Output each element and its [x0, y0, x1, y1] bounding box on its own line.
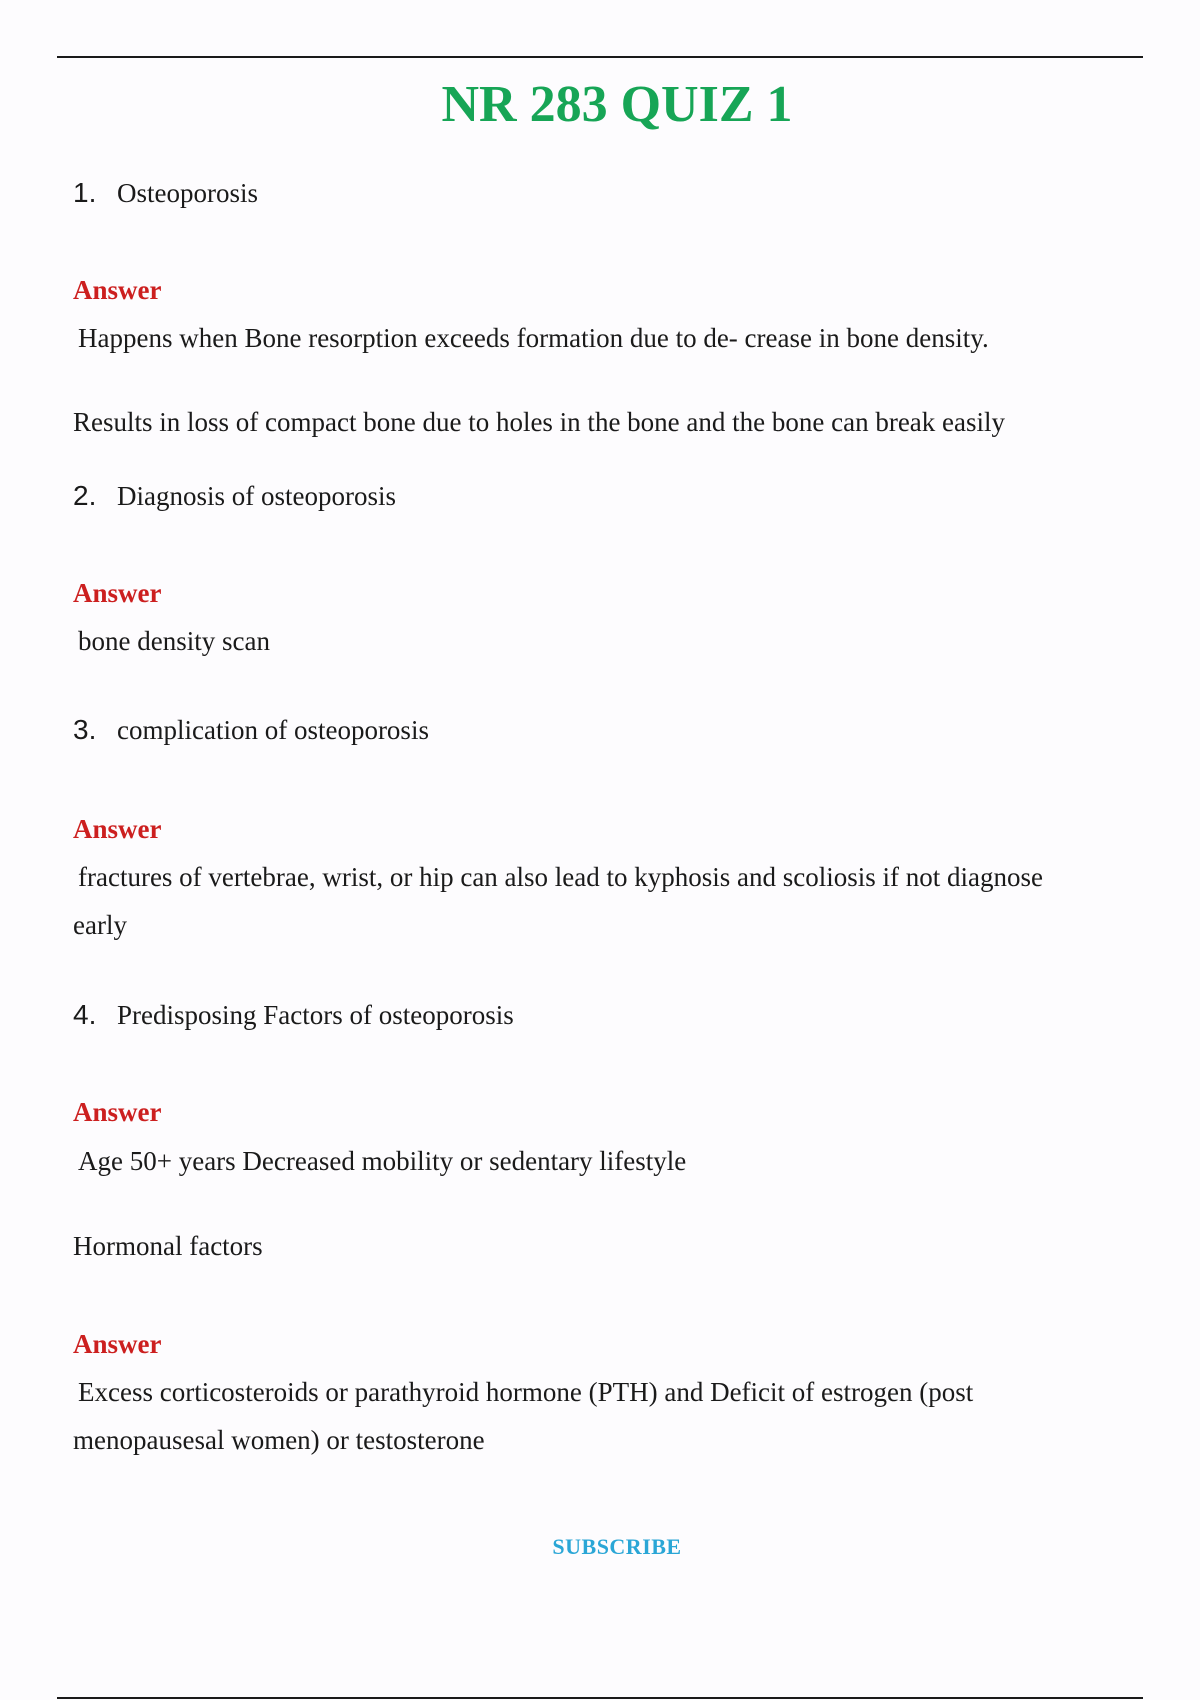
question-text: Osteoporosis — [117, 178, 258, 208]
answer-text: menopausesal women) or testosterone — [73, 1425, 485, 1455]
question-3 — [73, 712, 1153, 748]
answer-text: Hormonal factors — [73, 1231, 263, 1261]
answer-text: Results in loss of compact bone due to holes in the bone and the bone can break easily — [73, 407, 1006, 437]
top-divider — [57, 56, 1143, 58]
answer-text: Happens when Bone resorption exceeds formation due to de- crease in bone density. — [78, 323, 989, 353]
question-text: Diagnosis of osteoporosis — [117, 481, 396, 511]
question-text: complication of osteoporosis — [117, 715, 429, 745]
answer-text: bone density scan — [78, 626, 270, 656]
answer-text: fractures of vertebrae, wrist, or hip can also lead to kyphosis and scoliosis if not diagnose — [78, 862, 1043, 892]
bottom-divider — [57, 1697, 1143, 1699]
answer-text: Excess corticosteroids or parathyroid hormone (PTH) and Deficit of estrogen (post — [78, 1377, 974, 1407]
answer-label: Answer — [73, 1097, 162, 1127]
document-title: NR 283 QUIZ 1 — [441, 76, 793, 133]
answer-label: Answer — [73, 275, 162, 305]
answer-text: early — [73, 910, 127, 940]
subscribe-link[interactable]: SUBSCRIBE — [552, 1534, 682, 1559]
answer-text: Age 50+ years Decreased mobility or sedentary lifestyle — [78, 1146, 687, 1176]
answer-label: Answer — [73, 1329, 162, 1359]
question-4 — [73, 997, 1153, 1033]
question-text: Predisposing Factors of osteoporosis — [117, 1000, 514, 1030]
question-2 — [73, 478, 1153, 514]
question-number: 3. — [73, 714, 97, 745]
question-number: 1. — [73, 177, 97, 208]
question-number: 2. — [73, 480, 97, 511]
answer-label: Answer — [73, 578, 162, 608]
question-1 — [73, 175, 1153, 211]
answer-label: Answer — [73, 814, 162, 844]
question-number: 4. — [73, 999, 97, 1030]
